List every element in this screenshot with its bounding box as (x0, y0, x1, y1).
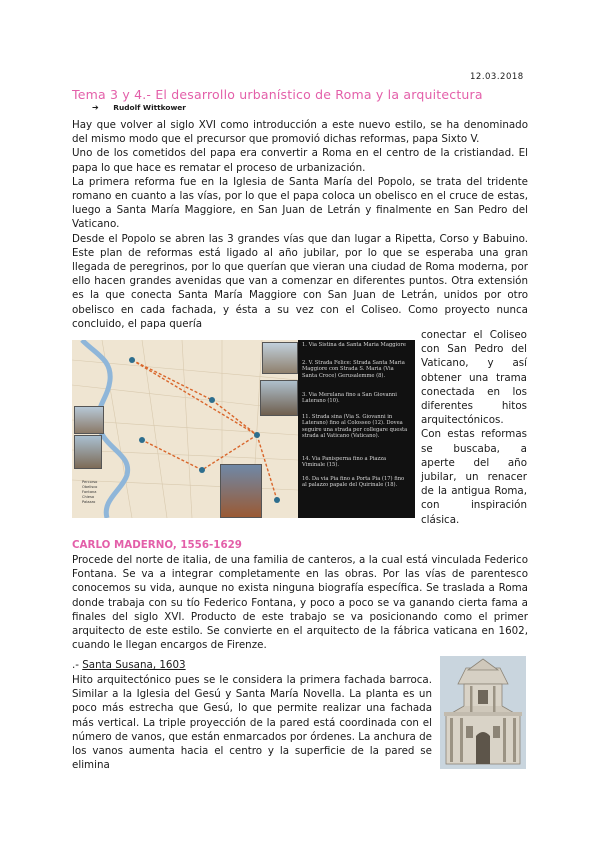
facade-drawing (440, 656, 526, 769)
intro-text (72, 118, 528, 331)
santa-susana-text (72, 673, 432, 772)
map-key-item: Fontana (82, 490, 97, 494)
section-heading-maderno: CARLO MADERNO, 1556-1629 (72, 539, 242, 551)
map-legend-item: 14. Via Panisperna fino a Piazza Viminale (15). (302, 456, 387, 469)
obelisk-photo (74, 406, 104, 434)
santa-susana-facade-photo (440, 656, 526, 769)
intro-paragraph: La primera reforma fue en la Iglesia de Santa María del Popolo, se trata del tridente romano en cuanto a las vías, por lo que el papa coloca un obelisco en el cruce de estas, luego a Santa María Maggiore, en San Juan de Letrán y finalmente en San Pedro del Vaticano. (72, 175, 528, 231)
map-legend-item: 16. Da via Pia fino a Porta Pia (17) fino al palazzo papale del Quirinale (18). (302, 476, 405, 489)
intro-paragraph: Uno de los cometidos del papa era convertir a Roma en el centro de la cristiandad. El papa lo que hace es rematar el proceso de urbanización. (72, 147, 528, 174)
right-column-paragraph: conectar el Coliseo con San Pedro del Vaticano, y así obtener una trama conectada en los diferentes hitos arquitectónicos. (421, 329, 527, 427)
author-line (92, 103, 186, 112)
map-legend-item: 1. Via Sistina da Santa Maria Maggiore (302, 342, 406, 348)
map-key-item: Percorso (82, 480, 98, 484)
subheading-santa-susana (72, 659, 186, 671)
intro-paragraph: Desde el Popolo se abren las 3 grandes vías que dan lugar a Ripetta, Corso y Babuino. Este plan de reformas está ligado al año jubilar, por lo que se esperaba una gran llegada de peregrinos, por lo que querían que vieran una ciudad de Roma moderna, por ello hacen grandes avenidas que van a comenzar en diferentes puntos. Otra extensión es la que conecta Santa María Maggiore con San Juan de Letrán, unidos por otro obelisco en cada fachada, y ésta a su vez con el Coliseo. Como proyecto nunca concluido, el papa quería (72, 232, 528, 330)
map-key-item: Palazzo (82, 500, 96, 504)
right-column-text (421, 328, 527, 527)
map-key (82, 480, 97, 505)
monument-photo (260, 380, 298, 416)
basilica-photo (262, 342, 298, 374)
map-legend-panel (298, 340, 415, 518)
arrow-bullet-icon: ➔ (92, 103, 99, 112)
intro-paragraph: Hay que volver al siglo XVI como introducción a este nuevo estilo, se ha denominado del mismo modo que el precursor que promovió dichas reformas, papa Sixto V. (72, 119, 528, 146)
column-photo (220, 464, 262, 518)
rome-street-map (72, 340, 298, 518)
map-legend-item: 11. Strada sina (Via S. Giovanni in Laterano) fino al Colosseo (12). Dovea seguire una strada per collegare questa strada al Vaticano (Vaticano). (302, 414, 408, 440)
maderno-text (72, 553, 528, 652)
map-legend-item: 3. Via Merulana fino a San Giovanni Laterano (10). (302, 392, 397, 405)
maderno-paragraph: Procede del norte de italia, de una familia de canteros, a la cual está vinculada Federico Fontana. Se va a integrar completamente en las obras. Por las vías de parentesco conocemos su vida, aunque no exista ninguna biografía específica. Se traslada a Roma donde trabaja con su tío Federico Fontana, y poco a poco se va ganando cierta fama a finales del siglo XVI. Producto de este trabajo se va posicionando como el primer arquitecto de este estilo. Se convierte en el arquitecto de la fábrica vaticana en 1602, cuando le llegan encargos de Firenze. (72, 554, 528, 652)
rome-map-figure (72, 340, 415, 518)
page-title: Tema 3 y 4.- El desarrollo urbanístico de Roma y la arquitectura (72, 87, 483, 102)
santa-susana-paragraph: Hito arquitectónico pues se le considera la primera fachada barroca. Similar a la Iglesia del Gesú y Santa María Novella. La planta es un poco más estrecha que Gesú, lo que permite realizar una fachada más vertical. La triple proyección de la pared está coordinada con el número de vanos, que están enmarcados por órdenes. La anchura de los vanos aumenta hacia el centro y la superficie de la pared se elimina (72, 674, 432, 772)
subheading-title: Santa Susana, 1603 (82, 659, 186, 671)
map-key-item: Chiesa (82, 495, 95, 499)
author-name: Rudolf Wittkower (113, 103, 186, 112)
document-date: 12.03.2018 (470, 72, 524, 82)
church-photo (74, 435, 102, 469)
right-column-paragraph: Con estas reformas se buscaba, a aperte del año jubilar, un renacer de la antigua Roma, con inspiración clásica. (421, 428, 527, 526)
subheading-prefix: .- (72, 659, 83, 671)
map-legend-item: 2. V. Strada Felice: Strada Santa Maria Maggiore con Strada S. Maria (Via Santa Croce) Gerusalemme (8). (302, 360, 405, 379)
map-key-item: Obelisco (82, 485, 98, 489)
